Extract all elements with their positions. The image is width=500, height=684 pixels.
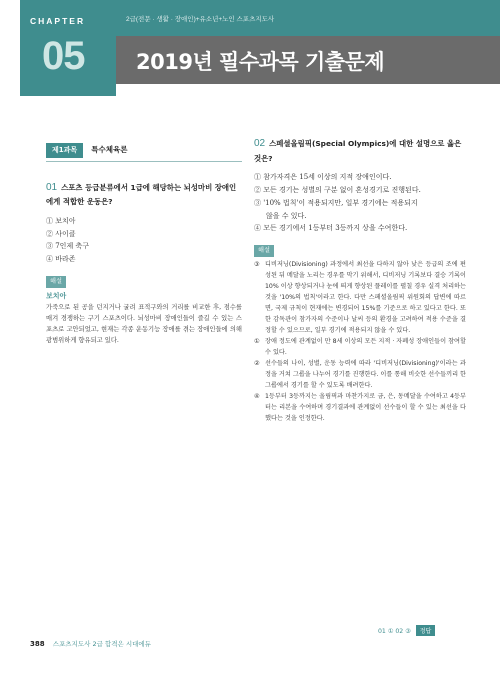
question-number: 01 bbox=[46, 181, 58, 193]
question-number: 02 bbox=[254, 138, 266, 149]
option: ② 모든 경기는 성별의 구분 없이 혼성경기로 진행된다. bbox=[254, 185, 421, 194]
page-footer bbox=[30, 639, 151, 648]
explanation-item bbox=[254, 336, 466, 358]
item-text: 선수들의 나이, 성별, 운동 능력에 따라 '디비저닝(Divisioning)'이라는 과정을 거쳐 그룹을 나누어 경기를 진행한다. 이를 통해 비슷한 선수들끼리 한 그룹에서 경기를 할 수 있도록 배려한다. bbox=[265, 360, 466, 390]
right-column bbox=[254, 136, 466, 424]
answer-key bbox=[378, 625, 435, 636]
option: ① 참가자격은 15세 이상의 지적 장애인이다. bbox=[254, 172, 392, 181]
subject-name: 특수체육론 bbox=[91, 145, 128, 154]
option-continuation: 않을 수 있다. bbox=[266, 211, 307, 220]
question-text: 스페셜올림픽(Special Olympics)에 대한 설명으로 옳은 것은? bbox=[254, 139, 462, 163]
explanation-tag: 해설 bbox=[46, 276, 66, 288]
question-2 bbox=[254, 136, 466, 165]
explanation-item bbox=[254, 358, 466, 391]
explanation-item bbox=[254, 259, 466, 336]
answer-values: 01 ① 02 ③ bbox=[378, 628, 411, 635]
book-title: 스포츠지도사 2급 합격은 시대에듀 bbox=[52, 640, 151, 648]
option: ④ 모든 경기에서 1등부터 3등까지 상을 수여한다. bbox=[254, 224, 408, 233]
item-text: 디비저닝(Divisioning) 과정에서 최선을 다하지 않아 낮은 등급의 조에 편성된 뒤 메달을 노리는 경우를 막기 위해서, 디비저닝 기록보다 결승 기록이 10% 이상 향상되거나 눈에 띄게 향상된 플레이를 펼칠 경우 실격 처리하는 것을 '10%의 법칙'이라고 한다. 다만 스페셜올림픽 위원회의 답변에 따르면, 국제 규칙이 현재에는 변경되어 15%를 기준으로 하고 있다고 한다. 또한 감독관이 참가자의 수준이나 날씨 등의 환경을 고려하여 적용 수준을 결정할 수 있으므로, 일부 경기에 적용되지 않을 수 있다. bbox=[265, 261, 466, 335]
item-text: 1등부터 3등까지는 올림픽과 마찬가지로 금, 은, 동메달을 수여하고 4등부터는 리본을 수여하며 경기결과에 관계없이 선수들이 할 수 있는 최선을 다했다는 것을 인정한다. bbox=[265, 393, 466, 423]
option: ③ 7인제 축구 bbox=[46, 242, 89, 251]
question-1 bbox=[46, 180, 242, 209]
subject-tag: 제1과목 bbox=[46, 143, 83, 158]
left-column bbox=[46, 143, 242, 346]
item-marker: ① bbox=[254, 338, 260, 346]
breadcrumb: 2급(전문 · 생활 · 장애인)+유소년+노인 스포츠지도사 bbox=[126, 16, 275, 23]
option: ② 사이클 bbox=[46, 229, 76, 238]
question-text: 스포츠 등급분류에서 1급에 해당하는 뇌성마비 장애인에게 적합한 운동은? bbox=[46, 182, 237, 207]
chapter-header bbox=[0, 0, 500, 96]
options-list bbox=[46, 215, 242, 267]
item-marker: ② bbox=[254, 360, 260, 368]
item-marker: ④ bbox=[254, 393, 260, 401]
option: ③ '10% 법칙'이 적용되지만, 일부 경기에는 적용되지 bbox=[254, 198, 418, 207]
subject-heading bbox=[46, 143, 242, 158]
option: ① 보치아 bbox=[46, 216, 76, 225]
explanation-text: 가죽으로 된 공을 던지거나 굴려 표적구와의 거리를 비교한 후, 점수를 매겨 경쟁하는 구기 스포츠이다. 뇌성마비 장애인들이 즐길 수 있는 스포츠로 고안되었고, 현재는 각종 운동기능 장애를 겪는 장애인들에 의해 광범위하게 향유되고 있다. bbox=[46, 303, 242, 344]
chapter-number: 05 bbox=[42, 34, 85, 78]
page-number: 388 bbox=[30, 640, 45, 648]
explanation-list bbox=[254, 259, 466, 424]
page-title: 2019년 필수과목 기출문제 bbox=[136, 50, 385, 74]
explanation-tag: 해설 bbox=[254, 245, 274, 257]
item-marker: ③ bbox=[254, 261, 260, 269]
option: ④ 바라존 bbox=[46, 255, 76, 264]
explanation-item bbox=[254, 391, 466, 424]
item-text: 장애 정도에 관계없이 만 8세 이상의 모든 지적 · 자폐성 장애인들이 참여할 수 있다. bbox=[265, 338, 466, 357]
chapter-label: CHAPTER bbox=[30, 16, 86, 26]
answer-badge: 정답 bbox=[416, 625, 436, 636]
options-list bbox=[254, 171, 466, 236]
subject-divider bbox=[46, 161, 242, 162]
explanation-keyword: 보치아 bbox=[46, 291, 67, 300]
